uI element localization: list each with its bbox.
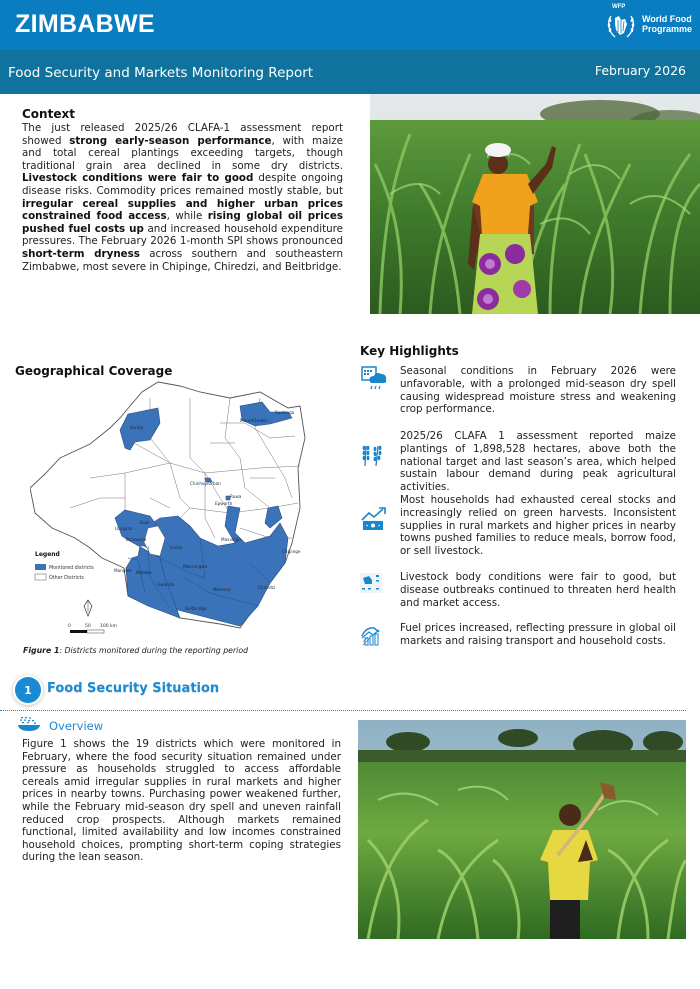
svg-text:50: 50 bbox=[85, 624, 91, 629]
svg-text:Bulawayo: Bulawayo bbox=[126, 537, 147, 542]
section-divider bbox=[0, 710, 686, 711]
overview-heading: Overview bbox=[49, 719, 104, 733]
report-title: Food Security and Markets Monitoring Report bbox=[8, 65, 314, 81]
section-number-badge: 1 bbox=[15, 677, 41, 703]
svg-text:Bubi: Bubi bbox=[140, 520, 150, 525]
photo-woman-maize-field bbox=[370, 94, 700, 314]
geo-coverage-heading: Geographical Coverage bbox=[15, 364, 173, 378]
zimbabwe-district-map bbox=[30, 378, 320, 638]
legend-swatch-other bbox=[35, 574, 46, 580]
fuel-price-chart-icon bbox=[358, 622, 400, 648]
legend-title: Legend bbox=[35, 551, 60, 558]
svg-text:Monitored districts: Monitored districts bbox=[49, 566, 94, 571]
svg-text:Ruwa: Ruwa bbox=[230, 494, 242, 499]
svg-text:Insiza: Insiza bbox=[170, 545, 182, 550]
svg-text:Chipinge: Chipinge bbox=[282, 549, 301, 554]
context-heading: Context bbox=[22, 107, 75, 121]
figure-caption: Figure 1: Districts monitored during the reporting period bbox=[23, 646, 249, 655]
report-title-bar bbox=[0, 50, 700, 94]
svg-text:Chiredzi: Chiredzi bbox=[258, 585, 275, 590]
section-title: Food Security Situation bbox=[47, 681, 220, 696]
report-date: February 2026 bbox=[594, 63, 686, 78]
svg-text:Epworth: Epworth bbox=[215, 501, 233, 506]
svg-text:Umguza: Umguza bbox=[115, 526, 133, 531]
food-bowl-icon bbox=[17, 716, 41, 736]
context-section bbox=[22, 107, 343, 273]
svg-text:Other Districts: Other Districts bbox=[49, 576, 84, 581]
country-title: ZIMBABWE bbox=[15, 10, 155, 38]
wheat-icon bbox=[358, 430, 400, 494]
svg-text:Mberengwa: Mberengwa bbox=[183, 564, 208, 569]
highlight-item: Seasonal conditions in February 2026 were unfavorable, with a prolonged mid-season dry spell causing widespread moisture stress and weakening crop performance. bbox=[358, 365, 678, 416]
svg-text:Mangwe: Mangwe bbox=[114, 568, 132, 573]
livestock-icon bbox=[358, 571, 400, 609]
context-paragraph: The just released 2025/26 CLAFA-1 assessment report showed strong early-season performance, with maize and total cereal plantings exceeding targets, though traditional grain area declined in some dry districts. Livestock conditions were fair to good despite ongoing disease risks. Commodity prices remained mostly stable, but irregular cereal supplies and higher urban prices constrained food access, while rising global oil prices pushed fuel costs up and increased household expenditure pressures. The February 2026 1-month SPI shows pronounced short-term dryness across southern and southeastern Zimbabwe, most severe in Chipinge, Chiredzi, and Beitbridge. bbox=[22, 122, 344, 273]
highlight-item: Fuel prices increased, reflecting pressure in global oil markets and raising transport and household costs. bbox=[358, 622, 678, 648]
wfp-logo: WFP World Food Programme bbox=[603, 6, 692, 42]
overview-paragraph: Figure 1 shows the 19 districts which were monitored in February, where the food security situation remained under pressure as households struggled to access affordable cereals amid irregular supplies in rural markets and higher prices in nearby towns. Purchasing power weakened further, while the February mid-season dry spell and uneven rainfall reduced crop prospects. Although markets remained functional, limited availability and low incomes constrained household choices, prompting short-term coping strategies during the lean season. bbox=[22, 738, 341, 864]
highlight-item: 2025/26 CLAFA 1 assessment reported maize plantings of 1,898,528 hectares, above both the national target and last season’s area, which helped sustain labour demand during peak agricultural activities. bbox=[358, 430, 678, 494]
svg-text:Beitbridge: Beitbridge bbox=[185, 606, 207, 611]
svg-text:0: 0 bbox=[68, 624, 71, 629]
photo-man-with-hoe bbox=[358, 720, 686, 939]
svg-text:Gwanda: Gwanda bbox=[157, 582, 175, 587]
svg-text:MountDarwin: MountDarwin bbox=[240, 418, 268, 423]
money-trend-up-icon bbox=[358, 494, 400, 558]
highlight-item: Most households had exhausted cereal stocks and increasingly relied on green harvests. Inconsistent supplies in rural markets and higher prices in nearby towns pushed families to reduce meals, borrow food, or sell livestock. bbox=[358, 494, 678, 558]
legend-swatch-monitored bbox=[35, 564, 46, 570]
key-highlights-heading: Key Highlights bbox=[360, 344, 459, 358]
highlight-item: Livestock body conditions were fair to good, but disease outbreaks continued to threaten herd health and market access. bbox=[358, 571, 678, 609]
north-arrow-icon bbox=[84, 600, 92, 616]
calendar-rain-cloud-icon bbox=[358, 365, 400, 416]
wfp-emblem-icon: WFP bbox=[603, 6, 639, 42]
svg-text:100 km: 100 km bbox=[100, 624, 118, 629]
scale-bar bbox=[68, 623, 117, 633]
svg-text:Rushinga: Rushinga bbox=[275, 410, 295, 415]
svg-text:Matobo: Matobo bbox=[136, 570, 152, 575]
svg-text:ChinhoyiUrban: ChinhoyiUrban bbox=[190, 481, 221, 486]
svg-text:Masvingo: Masvingo bbox=[221, 537, 241, 542]
header-banner bbox=[0, 0, 700, 50]
svg-text:Mwenezi: Mwenezi bbox=[213, 587, 232, 592]
svg-text:Kariba: Kariba bbox=[130, 425, 144, 430]
